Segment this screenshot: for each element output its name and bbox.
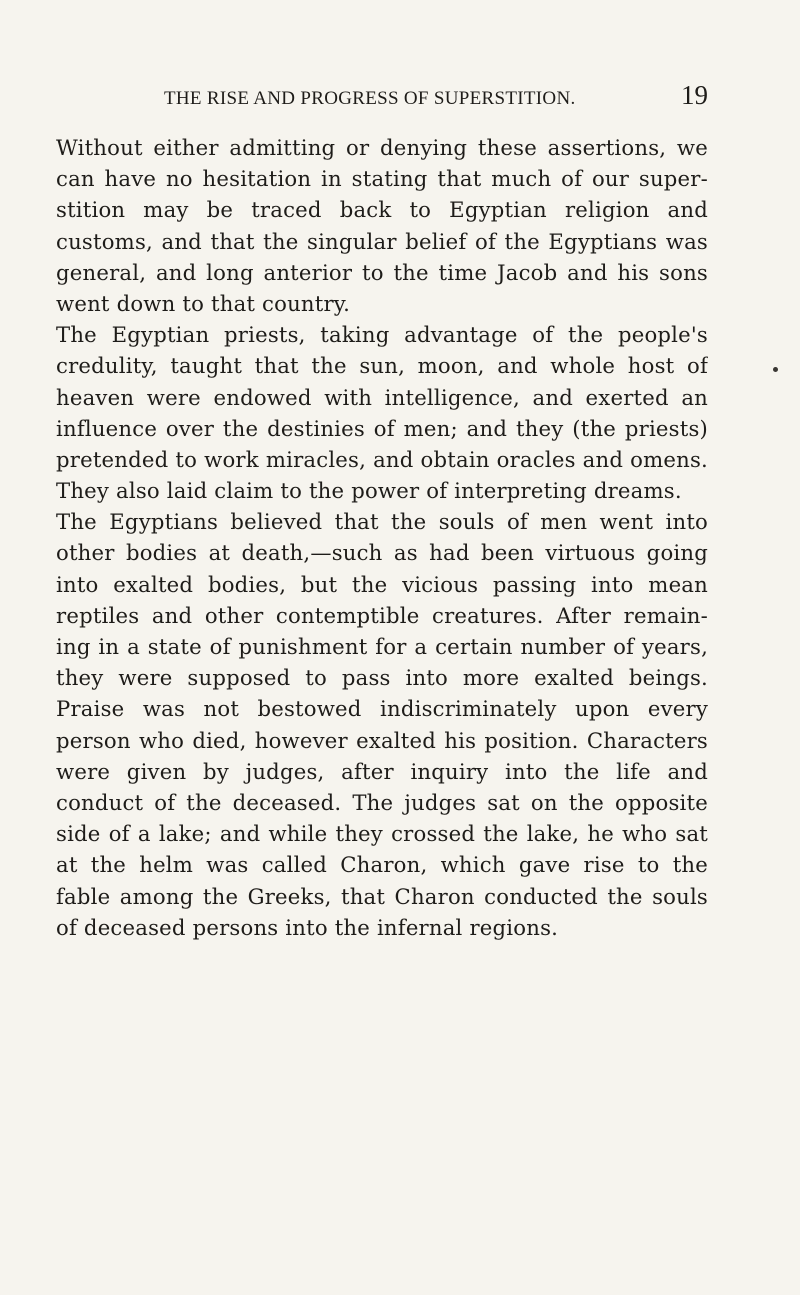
text-line: customs, and that the singular belief of the Egyptians was [56, 228, 708, 254]
text-line: of deceased persons into the infernal regions. [56, 914, 559, 940]
text-line: reptiles and other contemptible creatures. After remain- [56, 602, 708, 628]
text-line: side of a lake; and while they crossed the lake, he who sat [56, 821, 708, 847]
text-line: other bodies at death,—such as had been virtuous going [56, 540, 708, 566]
text-line: were given by judges, after inquiry into the life and [56, 758, 708, 784]
text-line: Without either admitting or denying these assertions, we [56, 135, 708, 160]
text-line: ing in a state of punishment for a certain number of years, [56, 634, 708, 659]
text-line: stition may be traced back to Egyptian religion and [56, 197, 708, 223]
text-line: The Egyptian priests, taking advantage of the people's [56, 322, 708, 348]
text-line: general, and long anterior to the time Jacob and his sons [56, 259, 708, 285]
body-text [56, 132, 708, 943]
text-line: conduct of the deceased. The judges sat on the opposite [56, 789, 708, 815]
text-line: into exalted bodies, but the vicious passing into mean [56, 571, 708, 597]
text-line: they were supposed to pass into more exalted beings. [56, 665, 708, 691]
margin-mark [773, 367, 778, 372]
text-line: at the helm was called Charon, which gave rise to the [56, 852, 708, 878]
text-line: person who died, however exalted his position. Characters [56, 727, 708, 753]
text-line: Praise was not bestowed indiscriminately upon every [56, 696, 708, 722]
running-title: THE RISE AND PROGRESS OF SUPERSTITION. [164, 88, 576, 109]
text-line: pretended to work miracles, and obtain oracles and omens. [56, 446, 708, 472]
text-line: credulity, taught that the sun, moon, and whole host of [56, 353, 708, 379]
text-line: The Egyptians believed that the souls of men went into [56, 509, 708, 535]
text-line: can have no hesitation in stating that much of our super- [56, 166, 708, 192]
page-number: 19 [681, 80, 708, 110]
text-line: They also laid claim to the power of interpreting dreams. [56, 478, 682, 504]
page-header [56, 80, 708, 120]
text-line: went down to that country. [56, 290, 351, 316]
text-line: influence over the destinies of men; and they (the priests) [56, 415, 708, 441]
text-line: heaven were endowed with intelligence, and exerted an [56, 384, 708, 410]
text-line: fable among the Greeks, that Charon conducted the souls [56, 883, 708, 909]
